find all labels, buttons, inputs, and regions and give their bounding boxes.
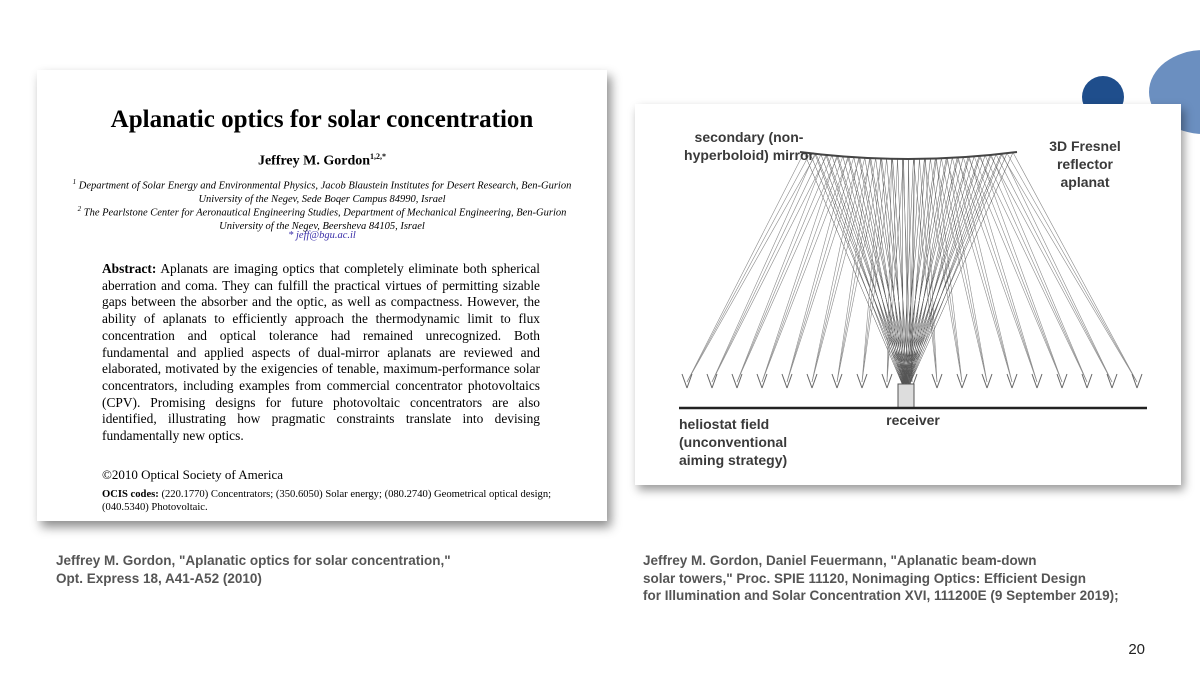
reflected-ray <box>903 159 904 386</box>
affiliation-1-marker: 1 <box>72 178 77 186</box>
author-name: Jeffrey M. Gordon <box>257 153 371 169</box>
affiliation-2-marker: 2 <box>77 205 82 213</box>
incoming-ray <box>737 155 826 382</box>
incoming-ray <box>762 157 849 382</box>
abstract <box>102 261 540 445</box>
page-number: 20 <box>1128 641 1145 658</box>
heliostat-field-label: heliostat field (unconventional aiming strategy) <box>679 416 788 468</box>
abstract-label: Abstract: <box>102 261 157 276</box>
ocis-codes <box>102 488 562 514</box>
ocis-text: (220.1770) Concentrators; (350.6050) Solar energy; (080.2740) Geometrical optical design; (040.5340) Photovoltaic. <box>102 489 552 513</box>
receiver-label: receiver <box>886 412 940 428</box>
caption-right: Jeffrey M. Gordon, Daniel Feuermann, "Aplanatic beam-down solar towers," Proc. SPIE 11120, Nonimaging Optics: Efficient Design for Illumination and Solar Concentration XVI, 111200E (9 September 2019); <box>643 553 1119 603</box>
incoming-ray <box>941 158 987 382</box>
author-superscript: 1,2,* <box>370 152 387 161</box>
incoming-ray <box>862 159 893 382</box>
beam-down-diagram <box>635 104 1181 485</box>
caption-left: Jeffrey M. Gordon, "Aplanatic optics for solar concentration," Opt. Express 18, A41-A52 (2010) <box>56 553 451 586</box>
heliostat-marker <box>732 374 742 388</box>
affiliation-2-text: The Pearlstone Center for Aeronautical Engineering Studies, Department of Mechanical Engineering, Ben-Gurion University of the Negev, Beersheva 84105, Israel <box>83 207 567 232</box>
affiliation-2 <box>57 203 587 233</box>
ocis-label: OCIS codes: <box>102 489 159 500</box>
secondary-mirror-label: secondary (non-hyperboloid) mirror <box>684 129 814 163</box>
heliostat-marker <box>707 374 717 388</box>
paper-title: Aplanatic optics for solar concentration <box>110 106 534 133</box>
incoming-ray <box>737 156 838 382</box>
incoming-ray <box>687 153 804 382</box>
receiver-block <box>898 384 914 408</box>
incoming-ray <box>712 155 827 382</box>
incoming-ray <box>762 156 843 382</box>
author-email: * jeff@bgu.ac.il <box>288 230 356 241</box>
affiliation-1 <box>57 176 587 206</box>
paper-author <box>37 152 607 170</box>
reflected-ray <box>903 155 990 386</box>
fresnel-reflector-label: 3D Fresnel reflector aplanat <box>1049 138 1121 190</box>
incoming-ray <box>712 154 821 382</box>
heliostat-marker <box>757 374 767 388</box>
reflected-ray <box>815 154 903 386</box>
heliostat-marker <box>1082 374 1092 388</box>
incoming-ray <box>687 153 810 382</box>
incoming-ray <box>762 156 837 382</box>
incoming-ray <box>963 157 1037 382</box>
copyright: ©2010 Optical Society of America <box>102 467 283 482</box>
affiliation-1-text: Department of Solar Energy and Environmental Physics, Jacob Blaustein Institutes for Desert Research, Ben-Gurion University of the Negev, Sede Boqer Campus 84990, Israel <box>78 180 572 205</box>
paper-excerpt <box>37 70 607 521</box>
heliostat-marker <box>1057 374 1067 388</box>
abstract-text: Aplanats are imaging optics that completely eliminate both spherical aberration and coma. They can fulfill the practical virtues of permitting sizable gaps between the absorber and the optic, as well as compactness. However, the ability of aplanats to efficiently approach the thermodynamic limit to flux concentration and optical tolerance had remained unrecognized. Both fundamental and applied aspects of dual-mirror aplanats are reviewed and elaborated, motivated by the exigencies of tenable, maximum-performance solar concentrators, including examples from commercial concentrator photovoltaics (CPV). Promising designs for future photovoltaic concentrators are also identified, illustrating how pragmatic constraints translate into devising fundamentally new optics. <box>102 261 541 444</box>
